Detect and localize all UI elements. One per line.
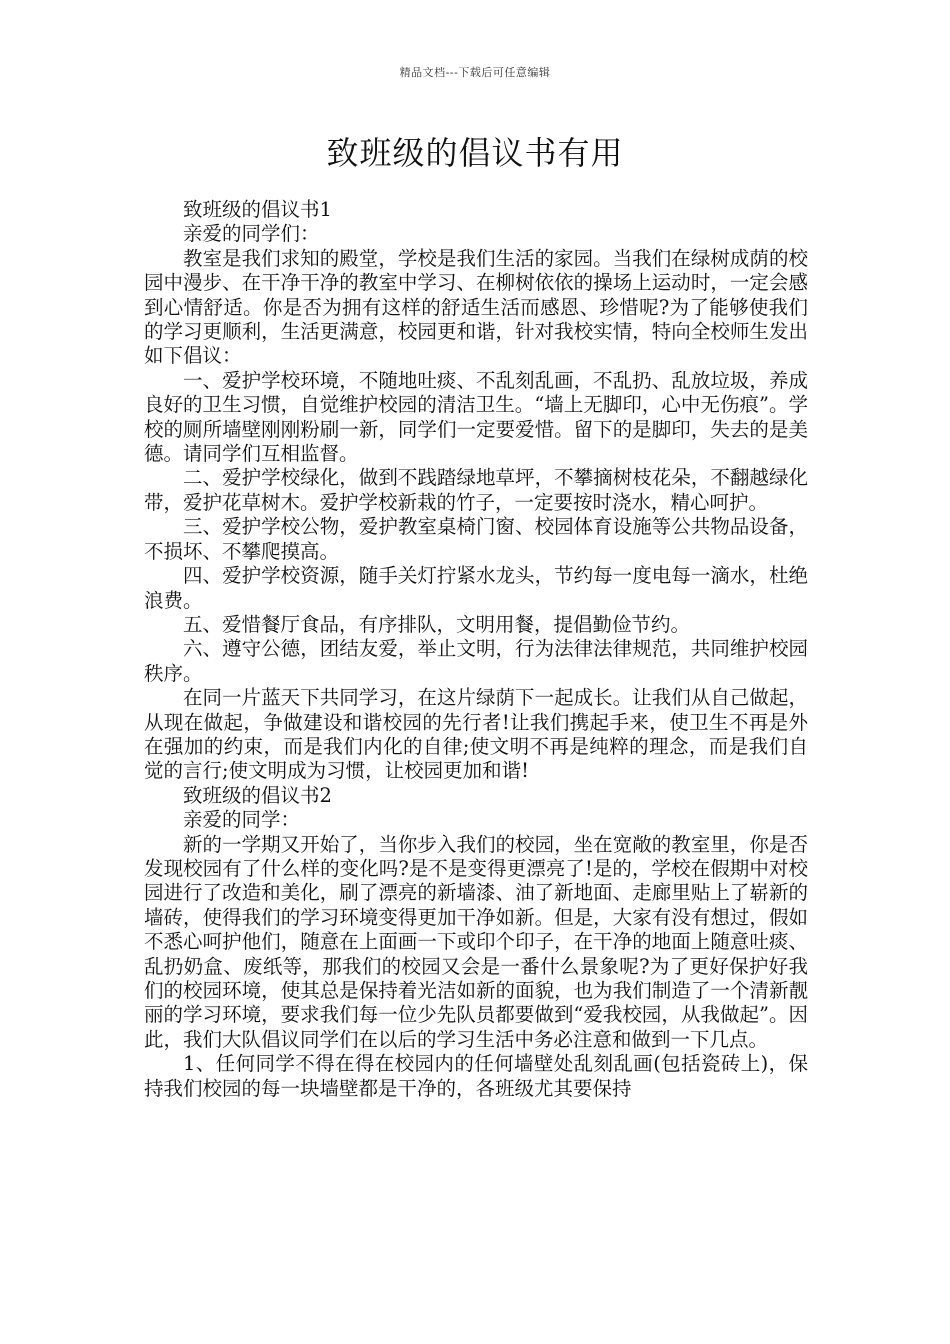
proposal-item-3: 三、爱护学校公物，爱护教室桌椅门窗、校园体育设施等公共物品设备，不损坏、不攀爬摸高。 — [144, 515, 808, 563]
proposal-item-1: 1、任何同学不得在得在校园内的任何墙壁处乱刻乱画(包括瓷砖上)，保持我们校园的每一块墙壁都是干净的，各班级尤其要保持 — [144, 1052, 808, 1100]
section-heading-2: 致班级的倡议书2 — [183, 783, 332, 807]
proposal-item-1: 一、爱护学校环境，不随地吐痰、不乱刻乱画，不乱扔、乱放垃圾，养成良好的卫生习惯，自觉维护校园的清洁卫生。“墙上无脚印，心中无伤痕”。学校的厕所墙壁刚刚粉刷一新，同学们一定要爱惜。留下的是脚印，失去的是美德。请同学们互相监督。 — [144, 368, 808, 466]
proposal-item-6: 六、遵守公德，团结友爱，举止文明，行为法律法律规范，共同维护校园秩序。 — [144, 637, 808, 685]
proposal-item-2: 二、爱护学校绿化，做到不践踏绿地草坪，不攀摘树枝花朵，不翻越绿化带，爱护花草树木。爱护学校新栽的竹子，一定要按时浇水，精心呵护。 — [144, 466, 808, 514]
salutation-2: 亲爱的同学： — [183, 808, 301, 832]
proposal-item-5: 五、爱惜餐厅食品，有序排队，文明用餐，提倡勤俭节约。 — [183, 612, 691, 636]
body-paragraph: 教室是我们求知的殿堂，学校是我们生活的家园。当我们在绿树成荫的校园中漫步、在干净干净的教室中学习、在柳树依依的操场上运动时，一定会感到心情舒适。你是否为拥有这样的舒适生活而感恩、珍惜呢?为了能够使我们的学习更顺利，生活更满意，校园更和谐，针对我校实情，特向全校师生发出如下倡议： — [144, 246, 808, 368]
section-heading-1: 致班级的倡议书1 — [183, 198, 332, 221]
body-paragraph: 新的一学期又开始了，当你步入我们的校园，坐在宽敞的教室里，你是否发现校园有了什么样的变化吗?是不是变得更漂亮了!是的，学校在假期中对校园进行了改造和美化，刷了漂亮的新墙漆、油了新地面、走廊里贴上了崭新的墙砖，使得我们的学习环境变得更加干净如新。但是，大家有没有想过，假如不悉心呵护他们，随意在上面画一下或印个印子，在干净的地面上随意吐痰、乱扔奶盒、废纸等，那我们的校园又会是一番什么景象呢?为了更好保护好我们的校园环境，使其总是保持着光洁如新的面貌，也为我们制造了一个清新靓丽的学习环境，要求我们每一位少先队员都要做到“爱我校园，从我做起”。因此，我们大队倡议同学们在以后的学习生活中务必注意和做到一下几点。 — [144, 832, 808, 1051]
header-note: 精品文档---下载后可任意编辑 — [399, 66, 551, 79]
document-body — [144, 198, 808, 1101]
closing-paragraph: 在同一片蓝天下共同学习，在这片绿荫下一起成长。让我们从自己做起，从现在做起，争做建设和谐校园的先行者!让我们携起手来，使卫生不再是外在强加的约束，而是我们内化的自律;使文明不再是纯粹的理念，而是我们自觉的言行;使文明成为习惯，让校园更加和谐! — [144, 686, 808, 783]
document-title: 致班级的倡议书有用 — [326, 134, 624, 172]
proposal-item-4: 四、爱护学校资源，随手关灯拧紧水龙头，节约每一度电每一滴水，杜绝浪费。 — [144, 564, 808, 612]
salutation-1: 亲爱的同学们： — [183, 222, 320, 246]
